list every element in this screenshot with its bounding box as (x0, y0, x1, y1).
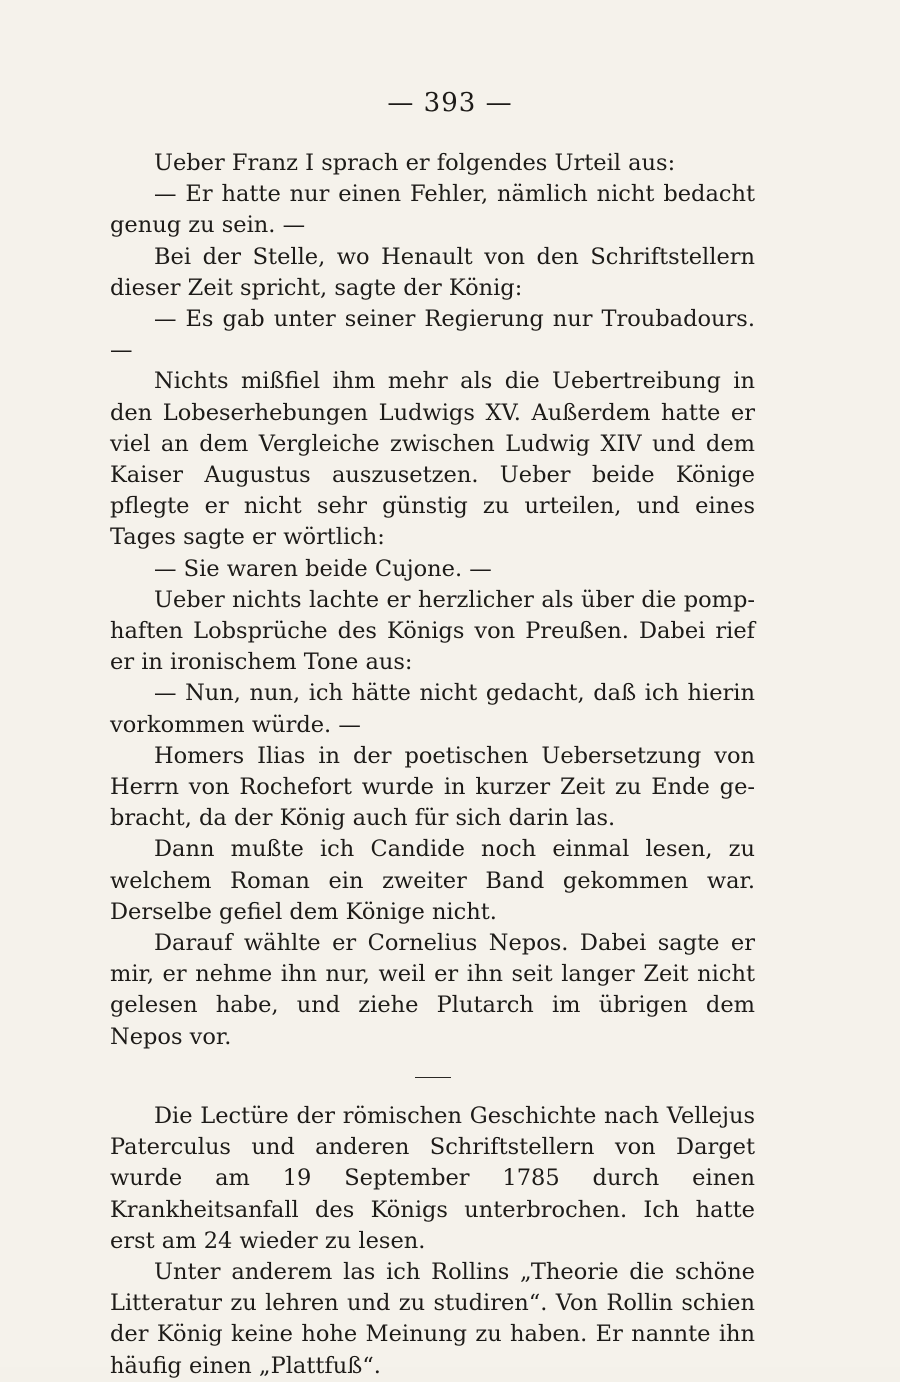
paragraph: Bei der Stelle, wo Henault von den Schriftstellern dieser Zeit spricht, sagte der König: (110, 243, 755, 301)
paragraph: Nichts mißfiel ihm mehr als die Uebertreibung in den Lobeserhebungen Ludwigs XV. Außerdem hatte er viel an dem Vergleiche zwischen Ludwig XIV und dem Kaiser Augustus auszusetzen. Ueber beide Könige pflegte er nicht sehr günstig zu urteilen, und eines Tages sagte er wörtlich: (110, 368, 755, 551)
paragraph: — Es gab unter seiner Regierung nur Troubadours. — (110, 306, 755, 364)
paragraph: Homers Ilias in der poetischen Uebersetzung von Herrn von Rochefort wurde in kurzer Zeit zu Ende gebracht, da der König auch für sich darin las. (110, 742, 755, 832)
paragraph: Ueber Franz I sprach er folgendes Urteil aus: (154, 150, 676, 176)
paragraph: — Sie waren beide Cujone. — (154, 555, 492, 582)
section-divider (415, 1077, 451, 1078)
paragraph: Dann mußte ich Candide noch einmal lesen, zu welchem Roman ein zweiter Band gekommen war. Derselbe gefiel dem Könige nicht. (110, 836, 755, 925)
paragraph: — Nun, nun, ich hätte nicht gedacht, daß ich hierin vorkommen würde. — (110, 680, 755, 738)
paragraph: Darauf wählte er Cornelius Nepos. Dabei sagte er mir, er nehme ihn nur, weil er ihn seit langer Zeit nicht gelesen habe, und ziehe Plutarch im übrigen dem Nepos vor. (110, 930, 755, 1050)
page-number: — 393 — (387, 88, 513, 118)
paragraph: — Er hatte nur einen Fehler, nämlich nicht bedacht genug zu sein. — (110, 181, 755, 239)
body-text (110, 148, 755, 1382)
paragraph: Die Lectüre der römischen Geschichte nach Vellejus Paterculus und anderen Schriftstellern von Darget wurde am 19 September 1785 durch einen Krankheitsanfall des Königs unterbrochen. Ich hatte erst am 24 wieder zu lesen. (110, 1102, 755, 1254)
paragraph: Ueber nichts lachte er herzlicher als über die pomphaften Lobsprüche des Königs von Preußen. Dabei rief er in ironischem Tone aus: (110, 586, 755, 676)
paragraph: Unter anderem las ich Rollins „Theorie die schöne Litteratur zu lehren und zu studiren“. Von Rollin schien der König keine hohe Meinung zu haben. Er nannte ihn häufig einen „Plattfuß“. (110, 1258, 755, 1379)
